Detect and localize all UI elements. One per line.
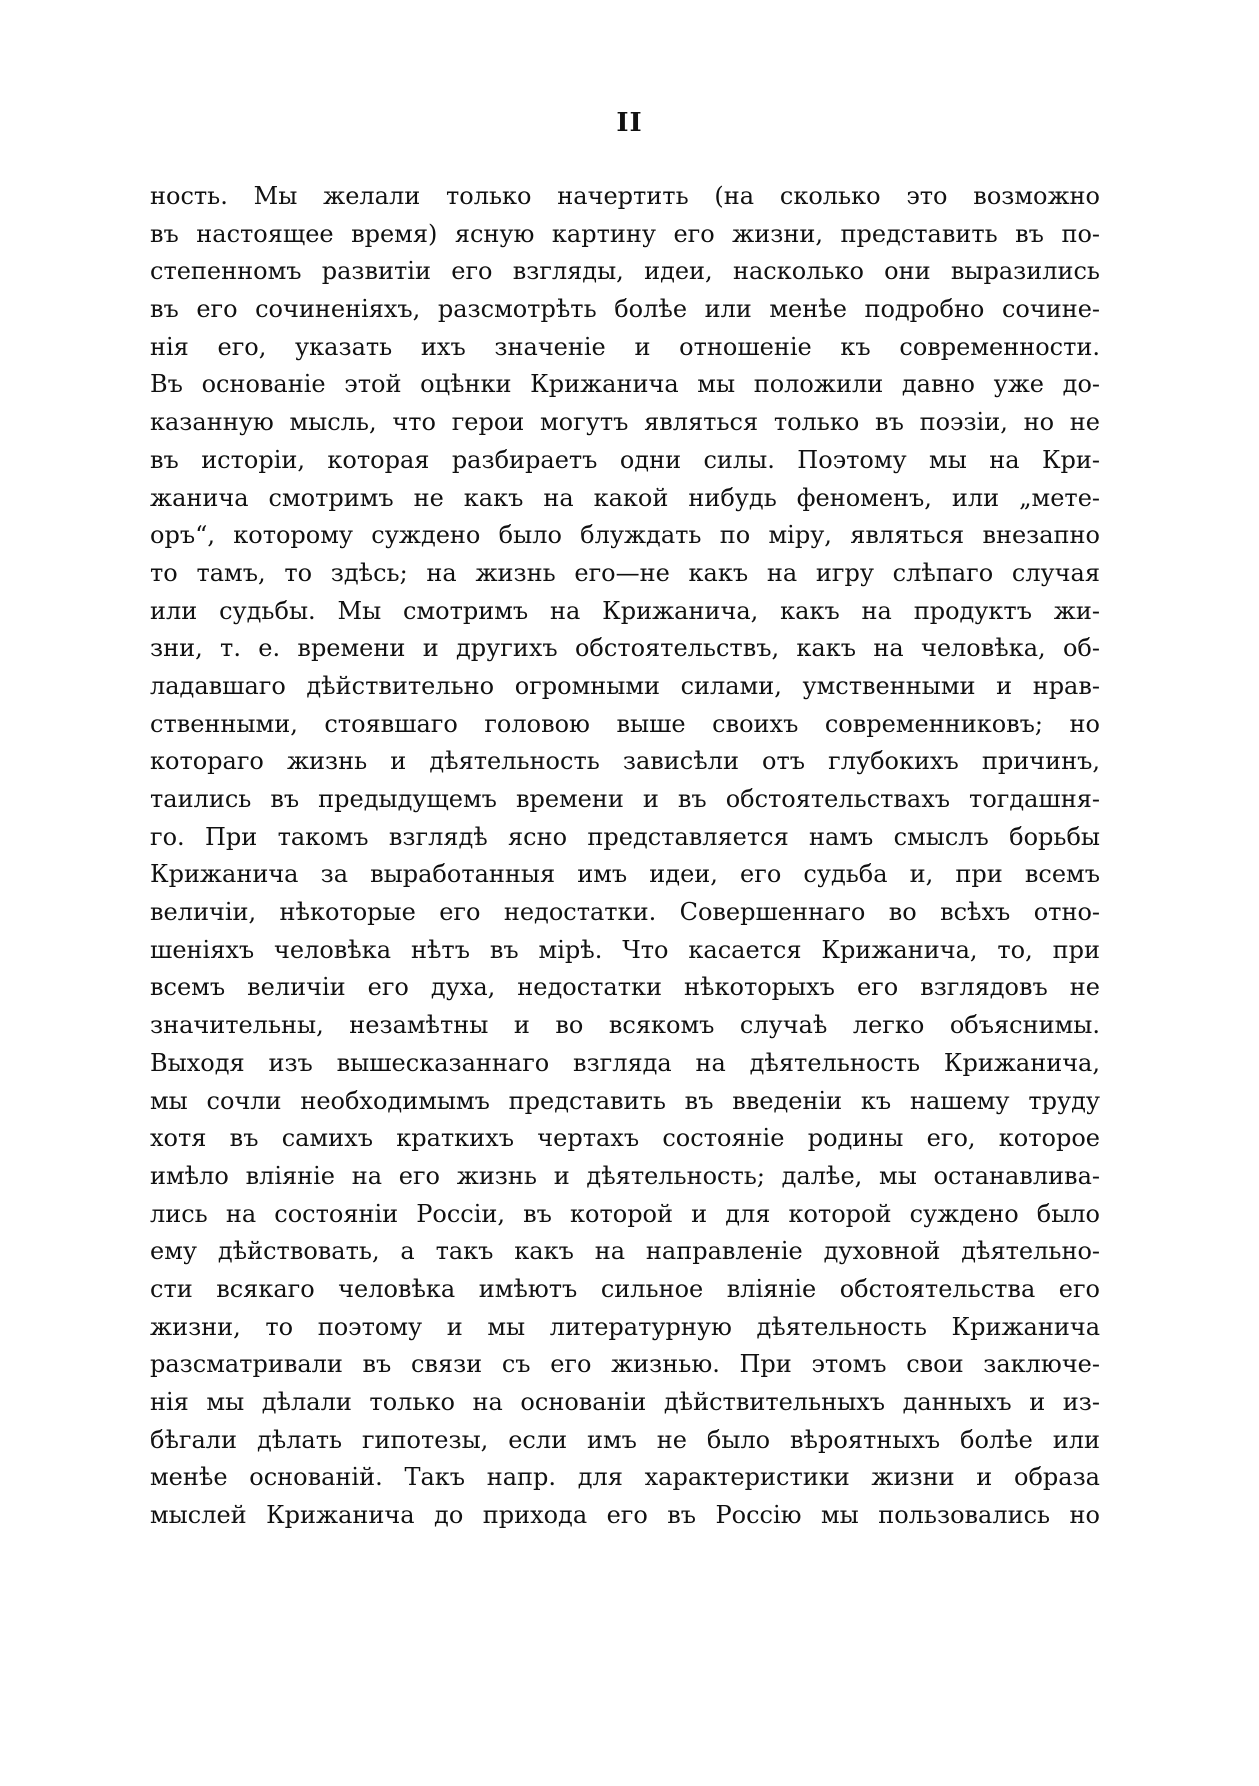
text-line: степенномъ развитіи его взгляды, идеи, насколько они выразились xyxy=(150,257,1100,286)
text-line: ность. Мы желали только начертить (на сколько это возможно xyxy=(150,182,1100,210)
text-line: значительны, незамѣтны и во всякомъ случаѣ легко объяснимы. xyxy=(150,1011,1100,1040)
text-line: нія мы дѣлали только на основаніи дѣйствительныхъ данныхъ и из- xyxy=(150,1388,1100,1416)
text-line: въ настоящее время) ясную картину его жизни, представить въ по- xyxy=(150,219,1100,248)
text-line: хотя въ самихъ краткихъ чертахъ состояніе родины его, которое xyxy=(150,1124,1100,1153)
text-line: имѣло вліяніе на его жизнь и дѣятельность; далѣе, мы останавлива- xyxy=(150,1161,1100,1190)
text-line: Въ основаніе этой оцѣнки Крижанича мы положили давно уже до- xyxy=(150,370,1100,399)
text-line: го. При такомъ взглядѣ ясно представляется намъ смыслъ борьбы xyxy=(150,822,1100,851)
text-line: бѣгали дѣлать гипотезы, если имъ не было вѣроятныхъ болѣе или xyxy=(150,1425,1100,1454)
text-line: мы сочли необходимымъ представить въ введеніи къ нашему труду xyxy=(150,1086,1100,1115)
text-line: ему дѣйствовать, а такъ какъ на направленіе духовной дѣятельно- xyxy=(150,1237,1100,1266)
text-line: или судьбы. Мы смотримъ на Крижанича, какъ на продуктъ жи- xyxy=(150,596,1100,625)
text-line: котораго жизнь и дѣятельность зависѣли отъ глубокихъ причинъ, xyxy=(150,747,1100,776)
text-line: жанича смотримъ не какъ на какой нибудь феноменъ, или „мете- xyxy=(150,483,1100,512)
text-line: мыслей Крижанича до прихода его въ Россію мы пользовались но xyxy=(150,1501,1100,1530)
text-line: то тамъ, то здѣсь; на жизнь его—не какъ на игру слѣпаго случая xyxy=(150,558,1100,587)
text-line: сти всякаго человѣка имѣютъ сильное вліяніе обстоятельства его xyxy=(150,1274,1100,1303)
text-line: таились въ предыдущемъ времени и въ обстоятельствахъ тогдашня- xyxy=(150,785,1100,813)
text-line: величіи, нѣкоторые его недостатки. Совершеннаго во всѣхъ отно- xyxy=(150,898,1100,927)
text-line: въ его сочиненіяхъ, разсмотрѣть болѣе или менѣе подробно сочине- xyxy=(150,295,1100,324)
text-line: менѣе основаній. Такъ напр. для характеристики жизни и образа xyxy=(150,1463,1100,1492)
text-line: разсматривали въ связи съ его жизнью. При этомъ свои заключе- xyxy=(150,1350,1100,1379)
text-line: оръ“, которому суждено было блуждать по міру, являться внезапно xyxy=(150,521,1100,550)
text-line: жизни, то поэтому и мы литературную дѣятельность Крижанича xyxy=(150,1312,1100,1341)
text-line: шеніяхъ человѣка нѣтъ въ мірѣ. Что касается Крижанича, то, при xyxy=(150,935,1100,964)
text-line: всемъ величіи его духа, недостатки нѣкоторыхъ его взглядовъ не xyxy=(150,973,1100,1002)
body-text xyxy=(150,178,1100,1535)
page-number: II xyxy=(616,108,643,138)
text-line: зни, т. е. времени и другихъ обстоятельствъ, какъ на человѣка, об- xyxy=(150,634,1100,663)
text-line: ственными, стоявшаго головою выше своихъ современниковъ; но xyxy=(150,709,1100,738)
text-line: Выходя изъ вышесказаннаго взгляда на дѣятельность Крижанича, xyxy=(150,1048,1100,1077)
text-line: ладавшаго дѣйствительно огромными силами, умственными и нрав- xyxy=(150,671,1100,700)
text-line: въ исторіи, которая разбираетъ одни силы. Поэтому мы на Кри- xyxy=(150,445,1100,474)
text-line: Крижанича за выработанныя имъ идеи, его судьба и, при всемъ xyxy=(150,860,1100,889)
text-line: лись на состояніи Россіи, въ которой и для которой суждено было xyxy=(150,1199,1100,1228)
text-line: казанную мысль, что герои могутъ являться только въ поэзіи, но не xyxy=(150,408,1100,437)
text-line: нія его, указать ихъ значеніе и отношеніе къ современности. xyxy=(150,332,1100,361)
